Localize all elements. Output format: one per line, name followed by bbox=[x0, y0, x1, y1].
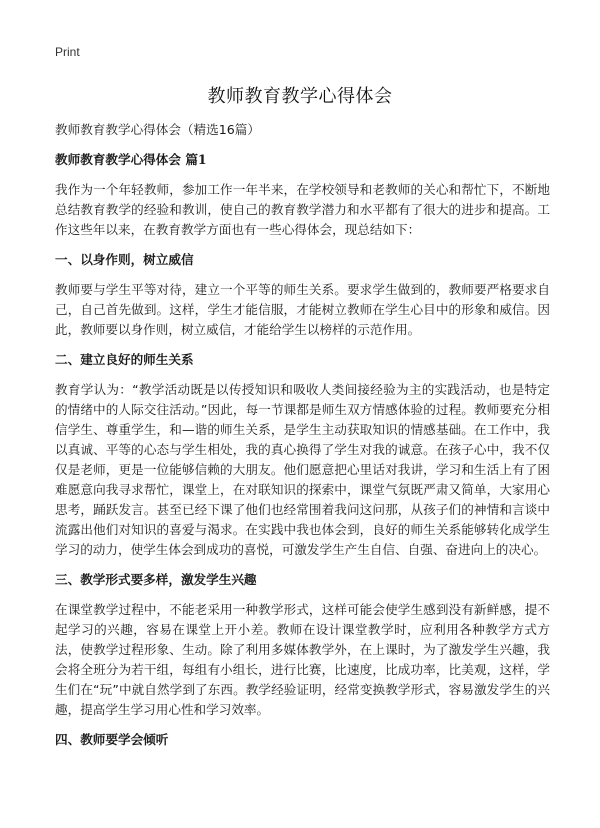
page-title: 教师教育教学心得体会 bbox=[207, 86, 393, 107]
point-paragraph-2: 教育学认为：“教学活动既是以传授知识和吸收人类间接经验为主的实践活动，也是特定的情绪中的人际交往活动。”因此，每一节课都是师生双方情感体验的过程。教师要充分相信学生、尊重学生，和—谐的师生关系，是学生主动获取知识的情感基础。在工作中，我以真诚、平等的心态与学生相处，我的真心换得了学生对我的诚意。在孩子心中，我不仅仅是老师，更是一位能够信赖的大朋友。他们愿意把心里话对我讲，学习和生活上有了困难愿意向我寻求帮忙，课堂上，在对联知识的探索中，课堂气氛既严肃又简单，大家用心思考，踊跃发言。甚至已经下课了他们也经常围着我问这问那，从孩子们的神情和言谈中流露出他们对知识的喜爱与渴求。在实践中我也体会到，良好的师生关系能够转化成学生学习的动力，使学生体会到成功的喜悦，可激发学生产生自信、自强、奋进向上的决心。 bbox=[55, 382, 550, 557]
point-heading-4: 四、教师要学会倾听 bbox=[55, 732, 169, 747]
point-paragraph-3: 在课堂教学过程中，不能老采用一种教学形式，这样可能会使学生感到没有新鲜感，提不起学习的兴趣，容易在课堂上开小差。教师在设计课堂教学时，应利用各种教学方式方法，使教学过程形象、生动。除了利用多媒体教学外，在上课时，为了激发学生兴趣，我会将全班分为若干组，每组有小组长，进行比赛，比速度，比成功率，比美观，这样，学生们在“玩”中就自然学到了东西。教学经验证明，经常变换教学形式，容易激发学生的兴趣，提高学生学习用心性和学习效率。 bbox=[55, 602, 550, 717]
intro-paragraph: 我作为一个年轻教师，参加工作一年半来，在学校领导和老教师的关心和帮忙下，不断地总结教育教学的经验和教训，使自己的教育教学潜力和水平都有了很大的进步和提高。工作这些年以来，在教育教学方面也有一些心得体会，现总结如下： bbox=[55, 182, 550, 237]
article-body bbox=[55, 120, 550, 760]
point-heading-2: 二、建立良好的师生关系 bbox=[55, 352, 194, 367]
point-paragraph-1: 教师要与学生平等对待，建立一个平等的师生关系。要求学生做到的，教师要严格要求自己，自己首先做到。这样，学生才能信服，才能树立教师在学生心目中的形象和威信。因此，教师要以身作则，树立威信，才能给学生以榜样的示范作用。 bbox=[55, 282, 550, 337]
print-button[interactable]: Print bbox=[55, 45, 80, 59]
article-subtitle: 教师教育教学心得体会（精选16篇） bbox=[55, 122, 260, 137]
point-heading-3: 三、教学形式要多样，激发学生兴趣 bbox=[55, 572, 257, 587]
section-heading: 教师教育教学心得体会 篇1 bbox=[55, 152, 207, 167]
point-heading-1: 一、以身作则，树立威信 bbox=[55, 252, 194, 267]
